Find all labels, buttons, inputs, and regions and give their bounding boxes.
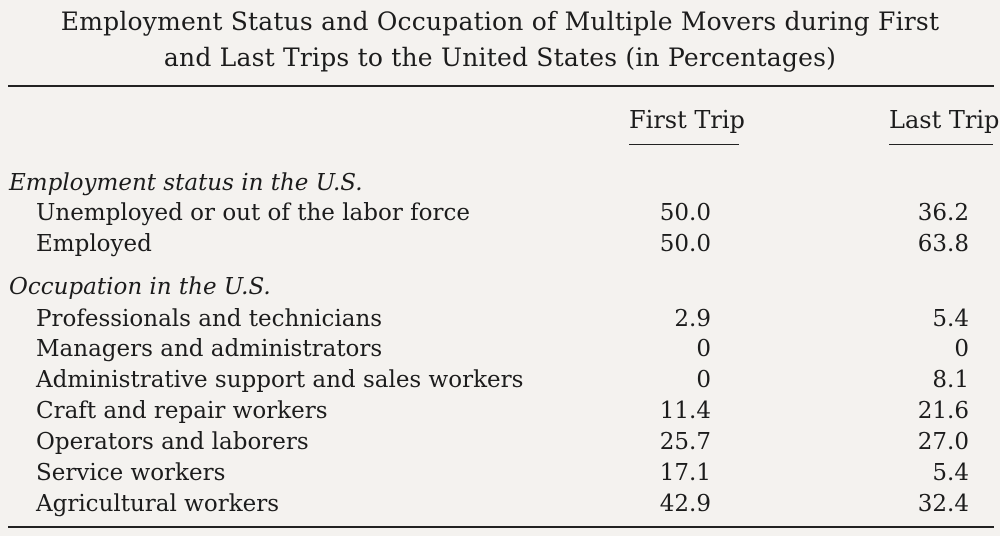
column-header-last-trip-label: Last Trip [889, 106, 1000, 134]
column-header-last-trip [889, 104, 1000, 145]
first-trip-value: 50.0 [659, 200, 711, 226]
row-label: Managers and administrators [36, 336, 383, 362]
last-trip-value: 8.1 [932, 367, 969, 393]
row-label: Service workers [36, 460, 226, 486]
table-title-line-1: Employment Status and Occupation of Multiple Movers during First [60, 7, 940, 36]
first-trip-value: 50.0 [659, 231, 711, 257]
table-row [0, 396, 1000, 426]
first-trip-value: 11.4 [659, 398, 711, 424]
last-trip-value: 36.2 [917, 200, 969, 226]
section-heading-row [0, 272, 1000, 302]
last-trip-value: 21.6 [917, 398, 969, 424]
table-row [0, 365, 1000, 395]
table-title-line-2: and Last Trips to the United States (in Percentages) [163, 43, 837, 72]
table-row [0, 334, 1000, 364]
first-trip-value: 25.7 [659, 429, 711, 455]
last-trip-value: 63.8 [917, 231, 969, 257]
row-label: Unemployed or out of the labor force [36, 200, 470, 226]
row-label: Craft and repair workers [36, 398, 328, 424]
row-label: Professionals and technicians [36, 306, 383, 332]
column-header-underline [629, 144, 739, 145]
column-header-underline [889, 144, 993, 145]
last-trip-value: 27.0 [917, 429, 969, 455]
row-label: Agricultural workers [36, 491, 280, 517]
section-heading: Employment status in the U.S. [9, 170, 363, 196]
first-trip-value: 0 [696, 336, 711, 362]
table-row [0, 489, 1000, 519]
last-trip-value: 0 [954, 336, 969, 362]
first-trip-value: 42.9 [659, 491, 711, 517]
table-title [0, 4, 1000, 76]
first-trip-value: 0 [696, 367, 711, 393]
section-heading-row [0, 168, 1000, 198]
bottom-rule [8, 526, 994, 528]
column-header-first-trip-label: First Trip [629, 106, 745, 134]
last-trip-value: 5.4 [932, 306, 969, 332]
first-trip-value: 2.9 [674, 306, 711, 332]
row-label: Operators and laborers [36, 429, 309, 455]
last-trip-value: 5.4 [932, 460, 969, 486]
table-row [0, 198, 1000, 228]
table-row [0, 229, 1000, 259]
table-row [0, 304, 1000, 334]
column-header-first-trip [629, 104, 745, 145]
row-label: Employed [36, 231, 152, 257]
table-row [0, 458, 1000, 488]
first-trip-value: 17.1 [659, 460, 711, 486]
table-row [0, 427, 1000, 457]
top-rule [8, 85, 994, 87]
last-trip-value: 32.4 [917, 491, 969, 517]
section-heading: Occupation in the U.S. [9, 274, 271, 300]
row-label: Administrative support and sales workers [36, 367, 524, 393]
